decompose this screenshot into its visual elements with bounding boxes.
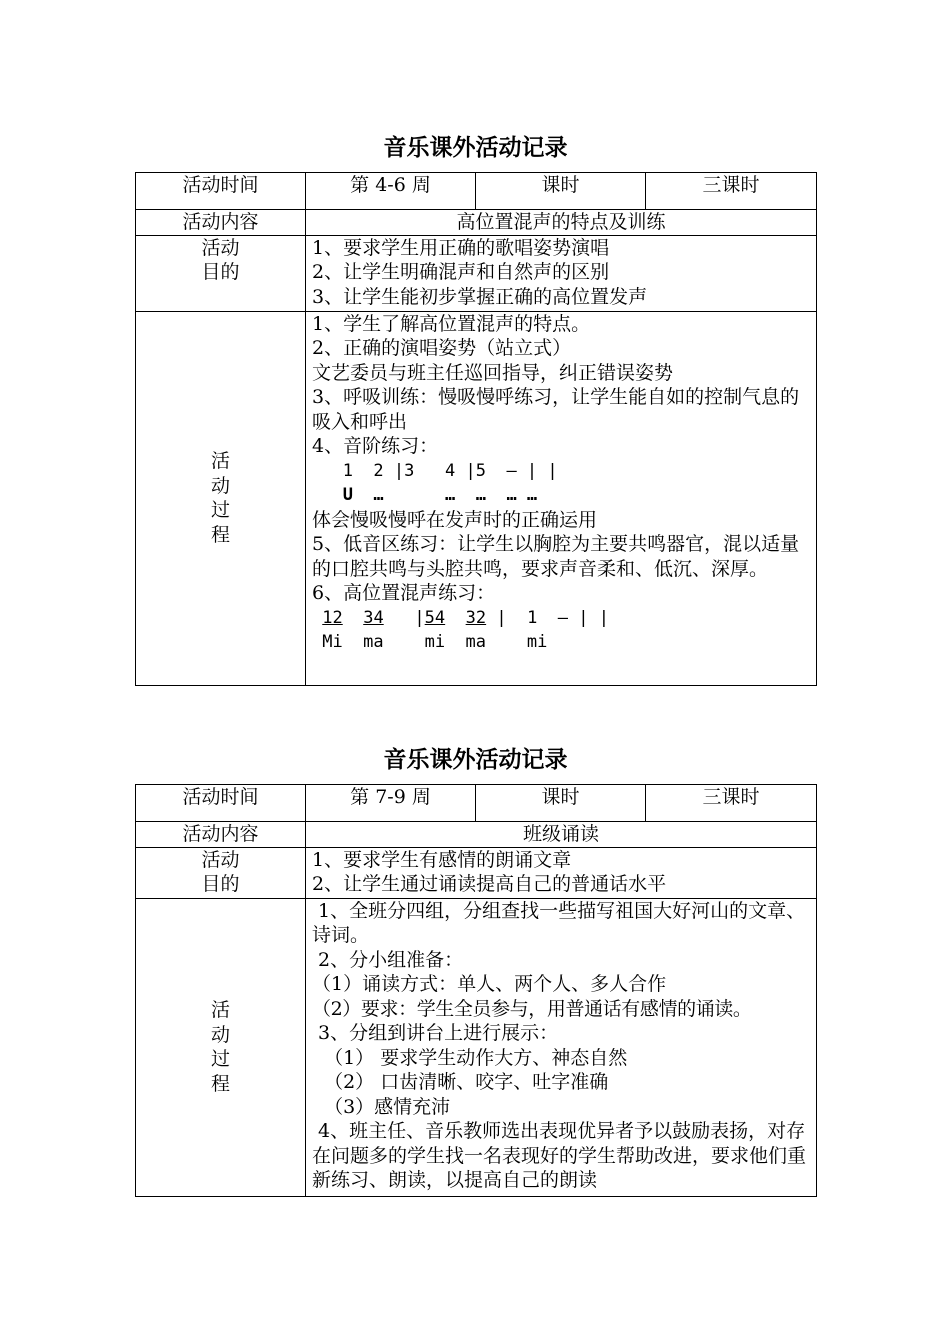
process-paragraph: 4、班主任、音乐教师选出表现优异者予以鼓励表扬，对存在问题多的学生找一名表现好的学生帮助改进，要求他们重新练习、朗读，以提高自己的朗读 — [312, 1120, 807, 1191]
content-cell: 班级诵读 — [306, 822, 817, 848]
content-label-cell: 活动内容 — [136, 822, 306, 848]
mix-bar: | — [404, 607, 425, 628]
goal-label-line: 活动 — [201, 848, 240, 871]
process-label-char: 动 — [210, 474, 230, 497]
process-line: （1） 要求学生动作大方、神态自然 — [312, 1046, 628, 1069]
activity-record-1 — [135, 133, 816, 686]
time-label-cell: 活动时间 — [136, 785, 306, 822]
content-cell: 高位置混声的特点及训练 — [306, 210, 817, 236]
process-line: 1、学生了解高位置混声的特点。 — [312, 312, 591, 335]
process-label-char: 动 — [210, 1023, 230, 1046]
goal-item: 3、让学生能初步掌握正确的高位置发声 — [312, 285, 648, 308]
process-cell — [306, 311, 817, 685]
goal-item: 1、要求学生有感情的朗诵文章 — [312, 848, 572, 871]
goal-label-cell — [136, 847, 306, 898]
process-line: 2、分小组准备： — [312, 948, 464, 971]
process-label-char: 活 — [210, 450, 230, 472]
process-paragraph: 1、全班分四组，分组查找一些描写祖国大好河山的文章、诗词。 — [312, 899, 806, 946]
mix-notes — [312, 606, 810, 631]
scale-notes: 1 2 |3 4 |5 — | | — [312, 460, 558, 481]
mix-note: 12 — [322, 607, 343, 628]
record-title: 音乐课外活动记录 — [383, 134, 568, 161]
class-hours-label-cell: 课时 — [476, 173, 646, 210]
goal-item: 2、让学生明确混声和自然声的区别 — [312, 261, 610, 283]
content-label-cell: 活动内容 — [136, 210, 306, 236]
process-line: （3）感情充沛 — [312, 1095, 451, 1118]
week-cell: 第 4-6 周 — [306, 173, 476, 210]
process-label-cell — [136, 898, 306, 1196]
process-paragraph: 5、低音区练习：让学生以胸腔为主要共鸣器官，混以适量的口腔共鸣与头腔共鸣，要求声音柔和、低沉、深厚。 — [312, 533, 800, 580]
process-line: 文艺委员与班主任巡回指导，纠正错误姿势 — [312, 361, 674, 384]
record-table — [135, 172, 817, 686]
goal-label-line: 目的 — [201, 261, 240, 283]
process-label-char: 程 — [210, 523, 230, 546]
week-cell: 第 7-9 周 — [306, 785, 476, 822]
process-label-char: 程 — [210, 1072, 230, 1095]
process-line: 2、正确的演唱姿势（站立式） — [312, 337, 572, 359]
process-line: （1）诵读方式：单人、两个人、多人合作 — [312, 973, 667, 995]
process-line: 6、高位置混声练习： — [312, 582, 496, 604]
mix-note: 32 — [465, 607, 487, 628]
process-label-char: 过 — [210, 499, 230, 521]
time-label-cell: 活动时间 — [136, 173, 306, 210]
process-cell — [306, 898, 817, 1196]
class-hours-cell: 三课时 — [646, 173, 817, 210]
goal-label-cell — [136, 235, 306, 311]
process-label-char: 过 — [210, 1048, 230, 1070]
scale-syllables: U … … … … … — [312, 485, 538, 505]
process-line: 4、音阶练习： — [312, 435, 439, 457]
class-hours-label-cell: 课时 — [476, 785, 646, 822]
process-line: （2）要求：学生全员参与，用普通话有感情的诵读。 — [312, 997, 752, 1020]
mix-tail: | 1 — | | — [486, 607, 609, 628]
process-label-cell — [136, 311, 306, 685]
process-line: 体会慢吸慢呼在发声时的正确运用 — [312, 508, 598, 531]
activity-record-2 — [135, 745, 816, 1197]
goals-cell — [306, 847, 817, 898]
process-label-char: 活 — [210, 999, 230, 1021]
process-paragraph: 3、呼吸训练：慢吸慢呼练习，让学生能自如的控制气息的吸入和呼出 — [312, 386, 800, 433]
mix-note: 54 — [424, 607, 446, 628]
class-hours-cell: 三课时 — [646, 785, 817, 822]
goal-label-line: 目的 — [201, 873, 240, 895]
goal-label-line: 活动 — [201, 236, 240, 259]
goal-item: 1、要求学生用正确的歌唱姿势演唱 — [312, 236, 610, 259]
record-table — [135, 784, 817, 1197]
process-line: 3、分组到讲台上进行展示： — [312, 1022, 559, 1044]
mix-syllables: Mi ma mi ma mi — [312, 632, 548, 652]
record-title: 音乐课外活动记录 — [383, 746, 568, 773]
mix-note: 34 — [363, 607, 384, 628]
goal-item: 2、让学生通过诵读提高自己的普通话水平 — [312, 873, 667, 895]
goals-cell — [306, 235, 817, 311]
process-line: （2） 口齿清晰、咬字、吐字准确 — [312, 1071, 609, 1093]
